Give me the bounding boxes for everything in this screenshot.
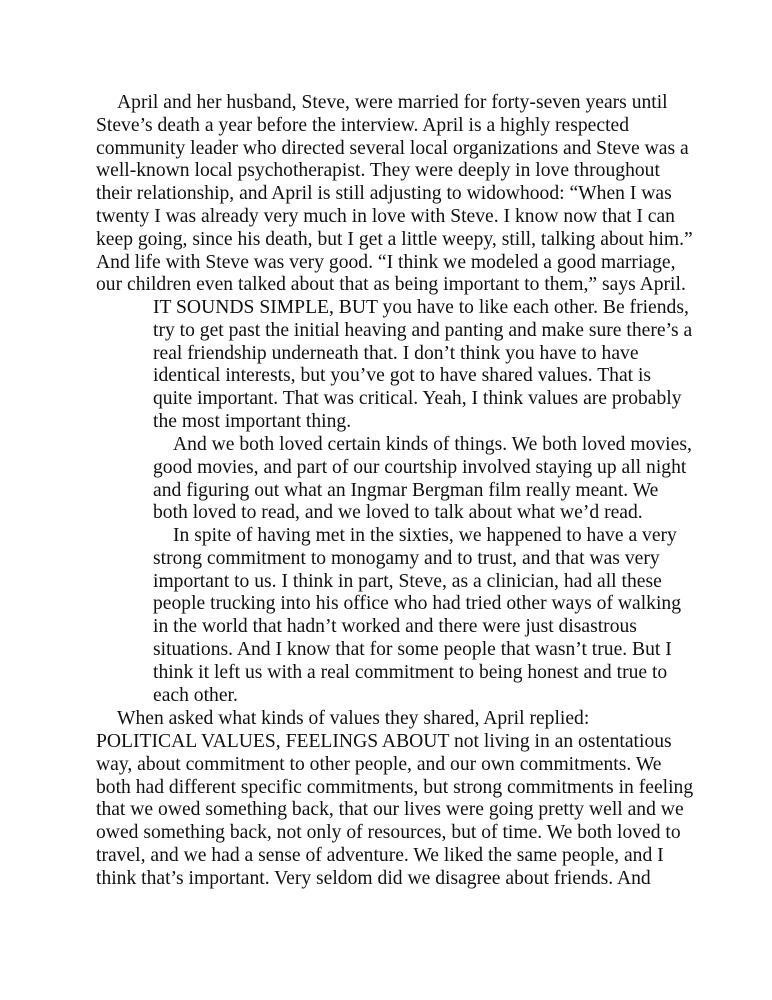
text-line: community leader who directed several local organizations and Steve was a (96, 137, 689, 159)
text-line: important to us. I think in part, Steve, as a clinician, had all these (153, 570, 662, 592)
text-line: POLITICAL VALUES, FEELINGS ABOUT not living in an ostentatious (96, 731, 672, 752)
text-line: And we both loved certain kinds of things. We both loved movies, (173, 434, 692, 455)
text-line: When asked what kinds of values they shared, April replied: (117, 708, 590, 729)
text-line: good movies, and part of our courtship involved staying up all night (153, 456, 687, 478)
text-line: in the world that hadn’t worked and there were just disastrous (153, 616, 637, 638)
quote-values (96, 731, 694, 891)
text-line: people trucking into his office who had tried other ways of walking (153, 593, 681, 615)
transition-paragraph (96, 708, 680, 731)
quote-movies (153, 434, 692, 525)
text-line: and figuring out what an Ingmar Bergman film really meant. We (153, 479, 659, 501)
text-line: that we owed something back, that our lives were going pretty well and we (96, 799, 684, 821)
quote-monogamy (153, 525, 681, 707)
quote-friendship (153, 297, 693, 434)
text-line: And life with Steve was very good. “I think we modeled a good marriage, (96, 251, 676, 273)
text-line: think it left us with a real commitment to being honest and true to (153, 661, 668, 683)
text-line: quite important. That was critical. Yeah, I think values are probably (153, 388, 682, 410)
text-line: both loved to read, and we loved to talk about what we’d read. (153, 502, 643, 524)
text-line: In spite of having met in the sixties, we happened to have a very (173, 525, 677, 546)
text-line: strong commitment to monogamy and to trust, and that was very (153, 547, 660, 569)
text-line: the most important thing. (153, 410, 352, 432)
text-line: both had different specific commitments, but strong commitments in feeling (96, 776, 694, 798)
text-line: real friendship underneath that. I don’t think you have to have (153, 342, 639, 364)
text-line: try to get past the initial heaving and panting and make sure there’s a (153, 319, 693, 341)
text-line: way, about commitment to other people, and our own commitments. We (96, 753, 662, 775)
text-line: their relationship, and April is still adjusting to widowhood: “When I was (96, 183, 672, 205)
text-line: twenty I was already very much in love with Steve. I know now that I can (96, 205, 675, 227)
text-line: keep going, since his death, but I get a little weepy, still, talking about him.” (96, 228, 693, 250)
intro-paragraph (96, 92, 693, 297)
text-line: owed something back, not only of resources, but of time. We both loved to (96, 822, 681, 844)
text-line: IT SOUNDS SIMPLE, BUT you have to like each other. Be friends, (153, 297, 689, 318)
text-line: Steve’s death a year before the interview. April is a highly respected (96, 114, 630, 136)
text-line: travel, and we had a sense of adventure. We liked the same people, and I (96, 844, 664, 866)
text-line: think that’s important. Very seldom did we disagree about friends. And (96, 867, 651, 889)
text-line: identical interests, but you’ve got to have shared values. That is (153, 365, 652, 387)
text-line: well-known local psychotherapist. They were deeply in love throughout (96, 160, 660, 182)
text-line: our children even talked about that as being important to them,” says April. (96, 274, 686, 296)
text-line: each other. (153, 684, 238, 706)
text-line: April and her husband, Steve, were married for forty-seven years until (117, 92, 668, 113)
text-line: situations. And I know that for some people that wasn’t true. But I (153, 638, 672, 660)
